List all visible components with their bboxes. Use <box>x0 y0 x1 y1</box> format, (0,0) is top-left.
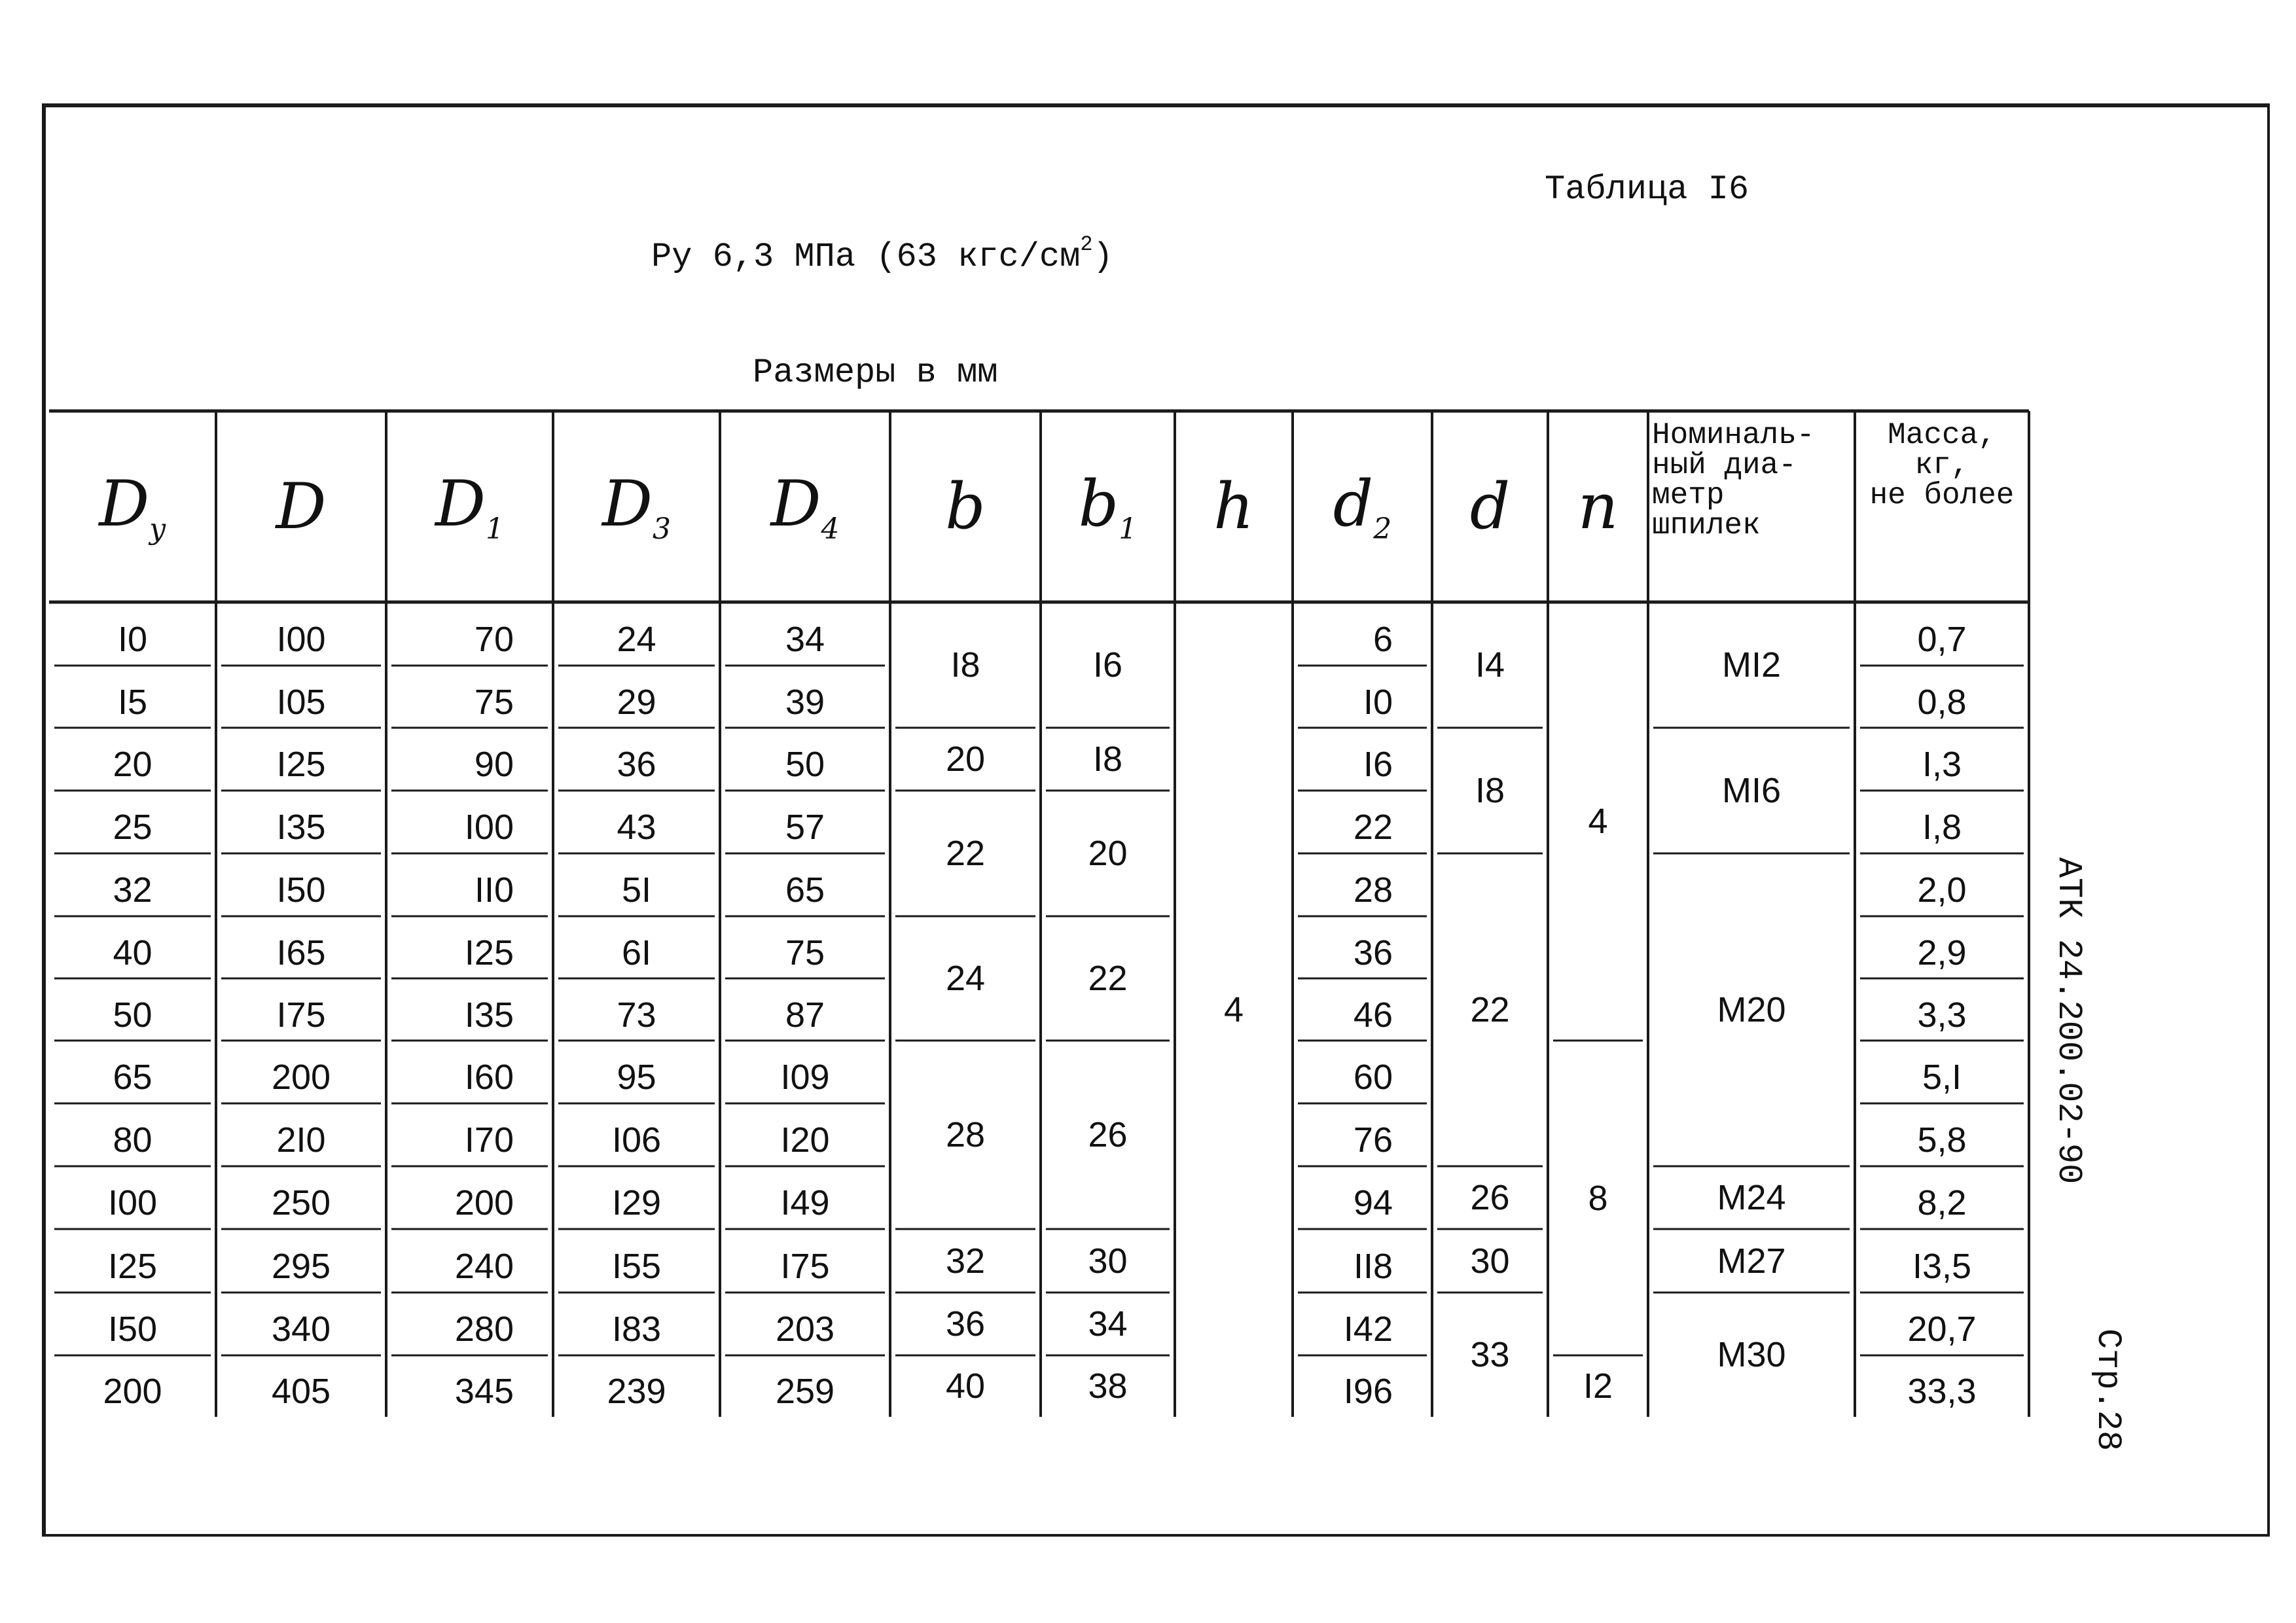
cell-D3-row-6: 73 <box>617 995 656 1035</box>
cell-Dy-row-6: 50 <box>113 995 152 1035</box>
cell-d2-row-11: I42 <box>1343 1310 1393 1349</box>
cell-D3-row-11: I83 <box>611 1310 662 1349</box>
cell-D4-row-9: I49 <box>780 1183 830 1222</box>
cell-Dy-row-12: 200 <box>103 1372 162 1411</box>
cell-D3-row-10: I55 <box>611 1246 662 1286</box>
cell-D1-row-4: II0 <box>474 870 514 910</box>
cell-D1-row-11: 280 <box>454 1310 514 1349</box>
cell-d2-row-8: 76 <box>1353 1120 1393 1160</box>
cell-D1-row-2: 90 <box>474 745 514 784</box>
header-stud-line-2: метр <box>1652 478 1725 512</box>
cell-D1-row-9: 200 <box>454 1183 514 1222</box>
cell-D-row-6: I75 <box>276 995 326 1035</box>
cell-d2-row-9: 94 <box>1353 1183 1393 1222</box>
cell-D-row-1: I05 <box>276 682 326 722</box>
cell-D-row-12: 405 <box>271 1372 331 1411</box>
header-Dy-symbol: D <box>99 467 150 541</box>
header-Dy-subscript: у <box>149 512 166 546</box>
cell-D1-row-3: I00 <box>464 808 514 847</box>
header-D3-subscript: 3 <box>652 512 671 546</box>
cell-D3-row-9: I29 <box>611 1183 662 1222</box>
pressure-text: Ру 6,3 МПа (63 кгс/см <box>651 238 1081 276</box>
header-b1-subscript: 1 <box>1119 512 1138 546</box>
cell-D3-row-3: 43 <box>617 808 656 847</box>
cell-D1-row-10: 240 <box>454 1246 514 1286</box>
header-d2-symbol: d <box>1333 467 1374 541</box>
document-code: АТК 24.200.02-90 <box>2049 857 2088 1185</box>
cell-b-group-6: 36 <box>945 1304 986 1344</box>
cell-d2-row-3: 22 <box>1353 808 1393 847</box>
cell-D-row-2: I25 <box>276 745 326 784</box>
header-n <box>1548 470 1648 543</box>
header-mass <box>1859 420 2025 510</box>
cell-D1-row-12: 345 <box>454 1372 514 1411</box>
cell-h-group-0: 4 <box>1223 990 1244 1029</box>
cell-b-group-1: 20 <box>945 740 986 779</box>
header-mass-line-1: кг, <box>1914 448 1969 482</box>
cell-d-group-2: 22 <box>1470 990 1510 1029</box>
cell-d-group-3: 26 <box>1470 1178 1510 1217</box>
units-caption: Размеры в мм <box>753 353 998 392</box>
cell-b-group-0: I8 <box>950 645 980 685</box>
cell-b1-group-5: 30 <box>1088 1241 1128 1281</box>
cell-Dy-row-3: 25 <box>113 808 152 847</box>
cell-mass-row-9: 8,2 <box>1917 1183 1967 1222</box>
cell-d2-row-2: I6 <box>1363 745 1393 784</box>
cell-D4-row-11: 203 <box>775 1310 835 1349</box>
cell-mass-row-11: 20,7 <box>1907 1310 1977 1349</box>
cell-D3-row-12: 239 <box>607 1372 666 1411</box>
cell-Dy-row-11: I50 <box>107 1310 158 1349</box>
cell-mass-row-3: I,8 <box>1922 808 1962 847</box>
cell-D4-row-0: 34 <box>785 619 825 659</box>
cell-D-row-4: I50 <box>276 870 326 910</box>
cell-b-group-2: 22 <box>945 834 986 873</box>
cell-stud-group-1: МI6 <box>1721 771 1782 810</box>
header-D4-subscript: 4 <box>821 512 840 546</box>
header-D4-symbol: D <box>770 467 821 541</box>
cell-d-group-5: 33 <box>1470 1335 1510 1374</box>
cell-D4-row-1: 39 <box>785 682 825 722</box>
header-D1 <box>386 467 553 546</box>
header-b1 <box>1041 467 1175 546</box>
cell-Dy-row-1: I5 <box>117 682 148 722</box>
header-d-symbol: d <box>1469 470 1511 543</box>
pressure-sup: 2 <box>1080 232 1093 257</box>
header-Dy <box>49 467 216 546</box>
cell-D3-row-5: 6I <box>621 933 652 972</box>
header-mass-line-2: не более <box>1869 478 2015 512</box>
cell-D-row-5: I65 <box>276 933 326 972</box>
cell-D1-row-8: I70 <box>464 1120 514 1160</box>
cell-D4-row-8: I20 <box>780 1120 830 1160</box>
cell-D4-row-6: 87 <box>785 995 825 1035</box>
cell-b1-group-0: I6 <box>1092 645 1123 685</box>
cell-D3-row-2: 36 <box>617 745 656 784</box>
header-d2-subscript: 2 <box>1373 512 1392 546</box>
cell-stud-group-5: М30 <box>1717 1335 1786 1374</box>
cell-b1-group-4: 26 <box>1088 1115 1128 1154</box>
cell-D1-row-6: I35 <box>464 995 514 1035</box>
cell-b1-group-7: 38 <box>1088 1366 1128 1406</box>
cell-Dy-row-9: I00 <box>107 1183 158 1222</box>
header-d <box>1432 470 1548 543</box>
cell-D1-row-1: 75 <box>474 682 514 722</box>
header-b1-symbol: b <box>1078 467 1119 541</box>
cell-stud-group-2: М20 <box>1717 990 1786 1029</box>
cell-d2-row-1: I0 <box>1363 682 1393 722</box>
cell-d2-row-10: II8 <box>1353 1246 1393 1286</box>
cell-mass-row-10: I3,5 <box>1912 1246 1972 1286</box>
header-b <box>890 470 1041 543</box>
cell-d2-row-5: 36 <box>1353 933 1393 972</box>
header-D <box>216 470 386 543</box>
cell-b-group-5: 32 <box>945 1241 986 1281</box>
header-D4 <box>720 467 890 546</box>
cell-D3-row-4: 5I <box>621 870 652 910</box>
header-stud-line-3: шпилек <box>1652 508 1761 543</box>
header-D1-subscript: 1 <box>485 512 504 546</box>
table-number: Таблица I6 <box>1545 170 1749 209</box>
header-h-symbol: h <box>1213 470 1254 543</box>
cell-stud-group-3: М24 <box>1717 1178 1786 1217</box>
cell-D-row-0: I00 <box>276 619 326 659</box>
cell-D-row-9: 250 <box>271 1183 331 1222</box>
cell-D3-row-7: 95 <box>617 1058 656 1097</box>
cell-mass-row-8: 5,8 <box>1917 1120 1967 1160</box>
cell-mass-row-4: 2,0 <box>1917 870 1967 910</box>
cell-d2-row-0: 6 <box>1372 619 1393 659</box>
cell-mass-row-0: 0,7 <box>1917 619 1967 659</box>
header-D-symbol: D <box>276 470 327 543</box>
cell-D-row-10: 295 <box>271 1246 331 1286</box>
cell-D4-row-2: 50 <box>785 745 825 784</box>
cell-D3-row-8: I06 <box>611 1120 662 1160</box>
cell-Dy-row-8: 80 <box>113 1120 152 1160</box>
cell-D-row-8: 2I0 <box>276 1120 326 1160</box>
cell-Dy-row-2: 20 <box>113 745 152 784</box>
cell-D4-row-5: 75 <box>785 933 825 972</box>
cell-b1-group-1: I8 <box>1092 740 1123 779</box>
cell-Dy-row-7: 65 <box>113 1058 152 1097</box>
cell-b1-group-6: 34 <box>1088 1304 1128 1344</box>
cell-mass-row-6: 3,3 <box>1917 995 1967 1035</box>
cell-D3-row-0: 24 <box>617 619 656 659</box>
cell-D1-row-5: I25 <box>464 933 514 972</box>
cell-mass-row-1: 0,8 <box>1917 682 1967 722</box>
cell-d-group-4: 30 <box>1470 1241 1510 1281</box>
header-D3 <box>553 467 720 546</box>
cell-d2-row-6: 46 <box>1353 995 1393 1035</box>
header-stud-line-1: ный диа- <box>1652 448 1797 482</box>
header-d2 <box>1293 467 1432 546</box>
pressure-close: ) <box>1092 238 1113 276</box>
cell-D4-row-7: I09 <box>780 1058 830 1097</box>
cell-D4-row-3: 57 <box>785 808 825 847</box>
cell-mass-row-5: 2,9 <box>1917 933 1967 972</box>
cell-n-group-1: 8 <box>1588 1178 1608 1218</box>
cell-d-group-1: I8 <box>1475 771 1505 810</box>
cell-D-row-7: 200 <box>271 1058 331 1097</box>
cell-stud-group-4: М27 <box>1717 1241 1786 1281</box>
cell-n-group-0: 4 <box>1588 802 1608 841</box>
cell-d-group-0: I4 <box>1475 645 1505 685</box>
cell-mass-row-2: I,3 <box>1922 745 1962 784</box>
header-stud <box>1652 420 1851 541</box>
cell-d2-row-4: 28 <box>1353 870 1393 910</box>
header-mass-line-0: Масса, <box>1888 418 1996 452</box>
cell-d2-row-7: 60 <box>1353 1058 1393 1097</box>
cell-n-group-2: I2 <box>1583 1366 1613 1406</box>
header-h <box>1175 470 1293 543</box>
cell-b-group-4: 28 <box>945 1115 986 1154</box>
cell-b-group-3: 24 <box>945 959 986 998</box>
cell-Dy-row-0: I0 <box>117 619 148 659</box>
cell-b1-group-2: 20 <box>1088 834 1128 873</box>
page-number: Стр.28 <box>2089 1329 2127 1452</box>
cell-mass-row-7: 5,I <box>1922 1058 1962 1097</box>
header-D3-symbol: D <box>602 467 653 541</box>
cell-D4-row-12: 259 <box>775 1372 835 1411</box>
cell-b1-group-3: 22 <box>1088 959 1128 998</box>
cell-D4-row-4: 65 <box>785 870 825 910</box>
cell-D3-row-1: 29 <box>617 682 656 722</box>
cell-D-row-3: I35 <box>276 808 326 847</box>
cell-b-group-7: 40 <box>945 1366 986 1406</box>
cell-D1-row-0: 70 <box>474 619 514 659</box>
cell-Dy-row-10: I25 <box>107 1246 158 1286</box>
header-n-symbol: n <box>1577 470 1619 543</box>
cell-Dy-row-4: 32 <box>113 870 152 910</box>
header-D1-symbol: D <box>435 467 486 541</box>
cell-Dy-row-5: 40 <box>113 933 152 972</box>
cell-D-row-11: 340 <box>271 1310 331 1349</box>
cell-d2-row-12: I96 <box>1343 1372 1393 1411</box>
cell-D4-row-10: I75 <box>780 1246 830 1286</box>
cell-D1-row-7: I60 <box>464 1058 514 1097</box>
header-stud-line-0: Номиналь- <box>1652 418 1815 452</box>
header-b-symbol: b <box>945 470 986 543</box>
cell-stud-group-0: МI2 <box>1721 645 1782 685</box>
cell-mass-row-12: 33,3 <box>1907 1372 1977 1411</box>
